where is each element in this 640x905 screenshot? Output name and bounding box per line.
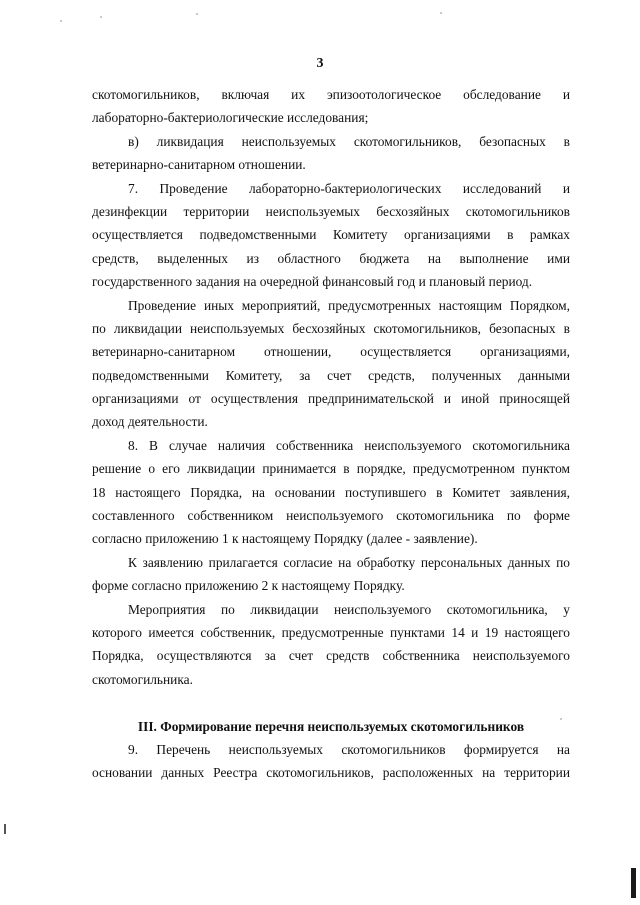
text-line: подведомственными Комитету, за счет средств, полученных данными (92, 367, 570, 383)
text-line: в) ликвидация неиспользуемых скотомогильников, безопасных в (128, 133, 570, 149)
text-line: Порядка, осуществляются за счет средств собственника неиспользуемого (92, 648, 570, 664)
text-line: лабораторно-бактериологические исследования; (92, 110, 369, 126)
scan-speck (440, 12, 442, 14)
text-line: составленного собственником неиспользуемого скотомогильника по форме (92, 508, 570, 524)
scan-mark (4, 824, 6, 834)
text-line: форме согласно приложению 2 к настоящему Порядку. (92, 578, 405, 594)
scan-speck (196, 13, 198, 15)
text-line: которого имеется собственник, предусмотренные пунктами 14 и 19 настоящего (92, 624, 570, 640)
text-line: 18 настоящего Порядка, на основании поступившего в Комитет заявления, (92, 484, 570, 500)
scan-speck (560, 718, 562, 720)
text-line: согласно приложению 1 к настоящему Порядку (далее - заявление). (92, 531, 478, 547)
section-heading: III. Формирование перечня неиспользуемых скотомогильников (137, 718, 525, 734)
scan-speck (100, 16, 102, 18)
scan-edge-mark (631, 868, 636, 898)
text-line: осуществляется подведомственными Комитету организациями в рамках (92, 227, 570, 243)
page-number: 3 (316, 56, 324, 71)
text-line: К заявлению прилагается согласие на обработку персональных данных по (128, 554, 570, 570)
text-line: 8. В случае наличия собственника неиспользуемого скотомогильника (128, 437, 570, 453)
text-line: 9. Перечень неиспользуемых скотомогильников формируется на (128, 741, 570, 757)
text-line: организациями от осуществления предпринимательской и иной приносящей (92, 391, 570, 407)
text-line: скотомогильников, включая их эпизоотологическое обследование и (92, 87, 570, 102)
text-line: Проведение иных мероприятий, предусмотренных настоящим Порядком, (128, 297, 570, 313)
text-line: доход деятельности. (92, 414, 208, 430)
section-gap (92, 691, 570, 714)
text-line: по ликвидации неиспользуемых бесхозяйных скотомогильников, безопасных в (92, 320, 570, 336)
text-line: ветеринарно-санитарном отношении, осуществляется организациями, (92, 344, 570, 360)
text-line: дезинфекции территории неиспользуемых бесхозяйных скотомогильников (92, 203, 570, 219)
text-line: Мероприятия по ликвидации неиспользуемого скотомогильника, у (128, 601, 570, 617)
text-line: 7. Проведение лабораторно-бактериологических исследований и (128, 180, 570, 196)
text-line: средств, выделенных из областного бюджета на выполнение ими (92, 250, 570, 266)
text-line: государственного задания на очередной финансовый год и плановый период. (92, 274, 533, 290)
text-line: решение о его ликвидации принимается в порядке, предусмотренном пунктом (92, 461, 570, 477)
text-line: ветеринарно-санитарном отношении. (92, 157, 306, 173)
scan-speck (60, 20, 62, 22)
document-body (92, 83, 570, 785)
text-line: скотомогильника. (92, 671, 193, 687)
text-line: основании данных Реестра скотомогильников, расположенных на территории (92, 765, 570, 781)
